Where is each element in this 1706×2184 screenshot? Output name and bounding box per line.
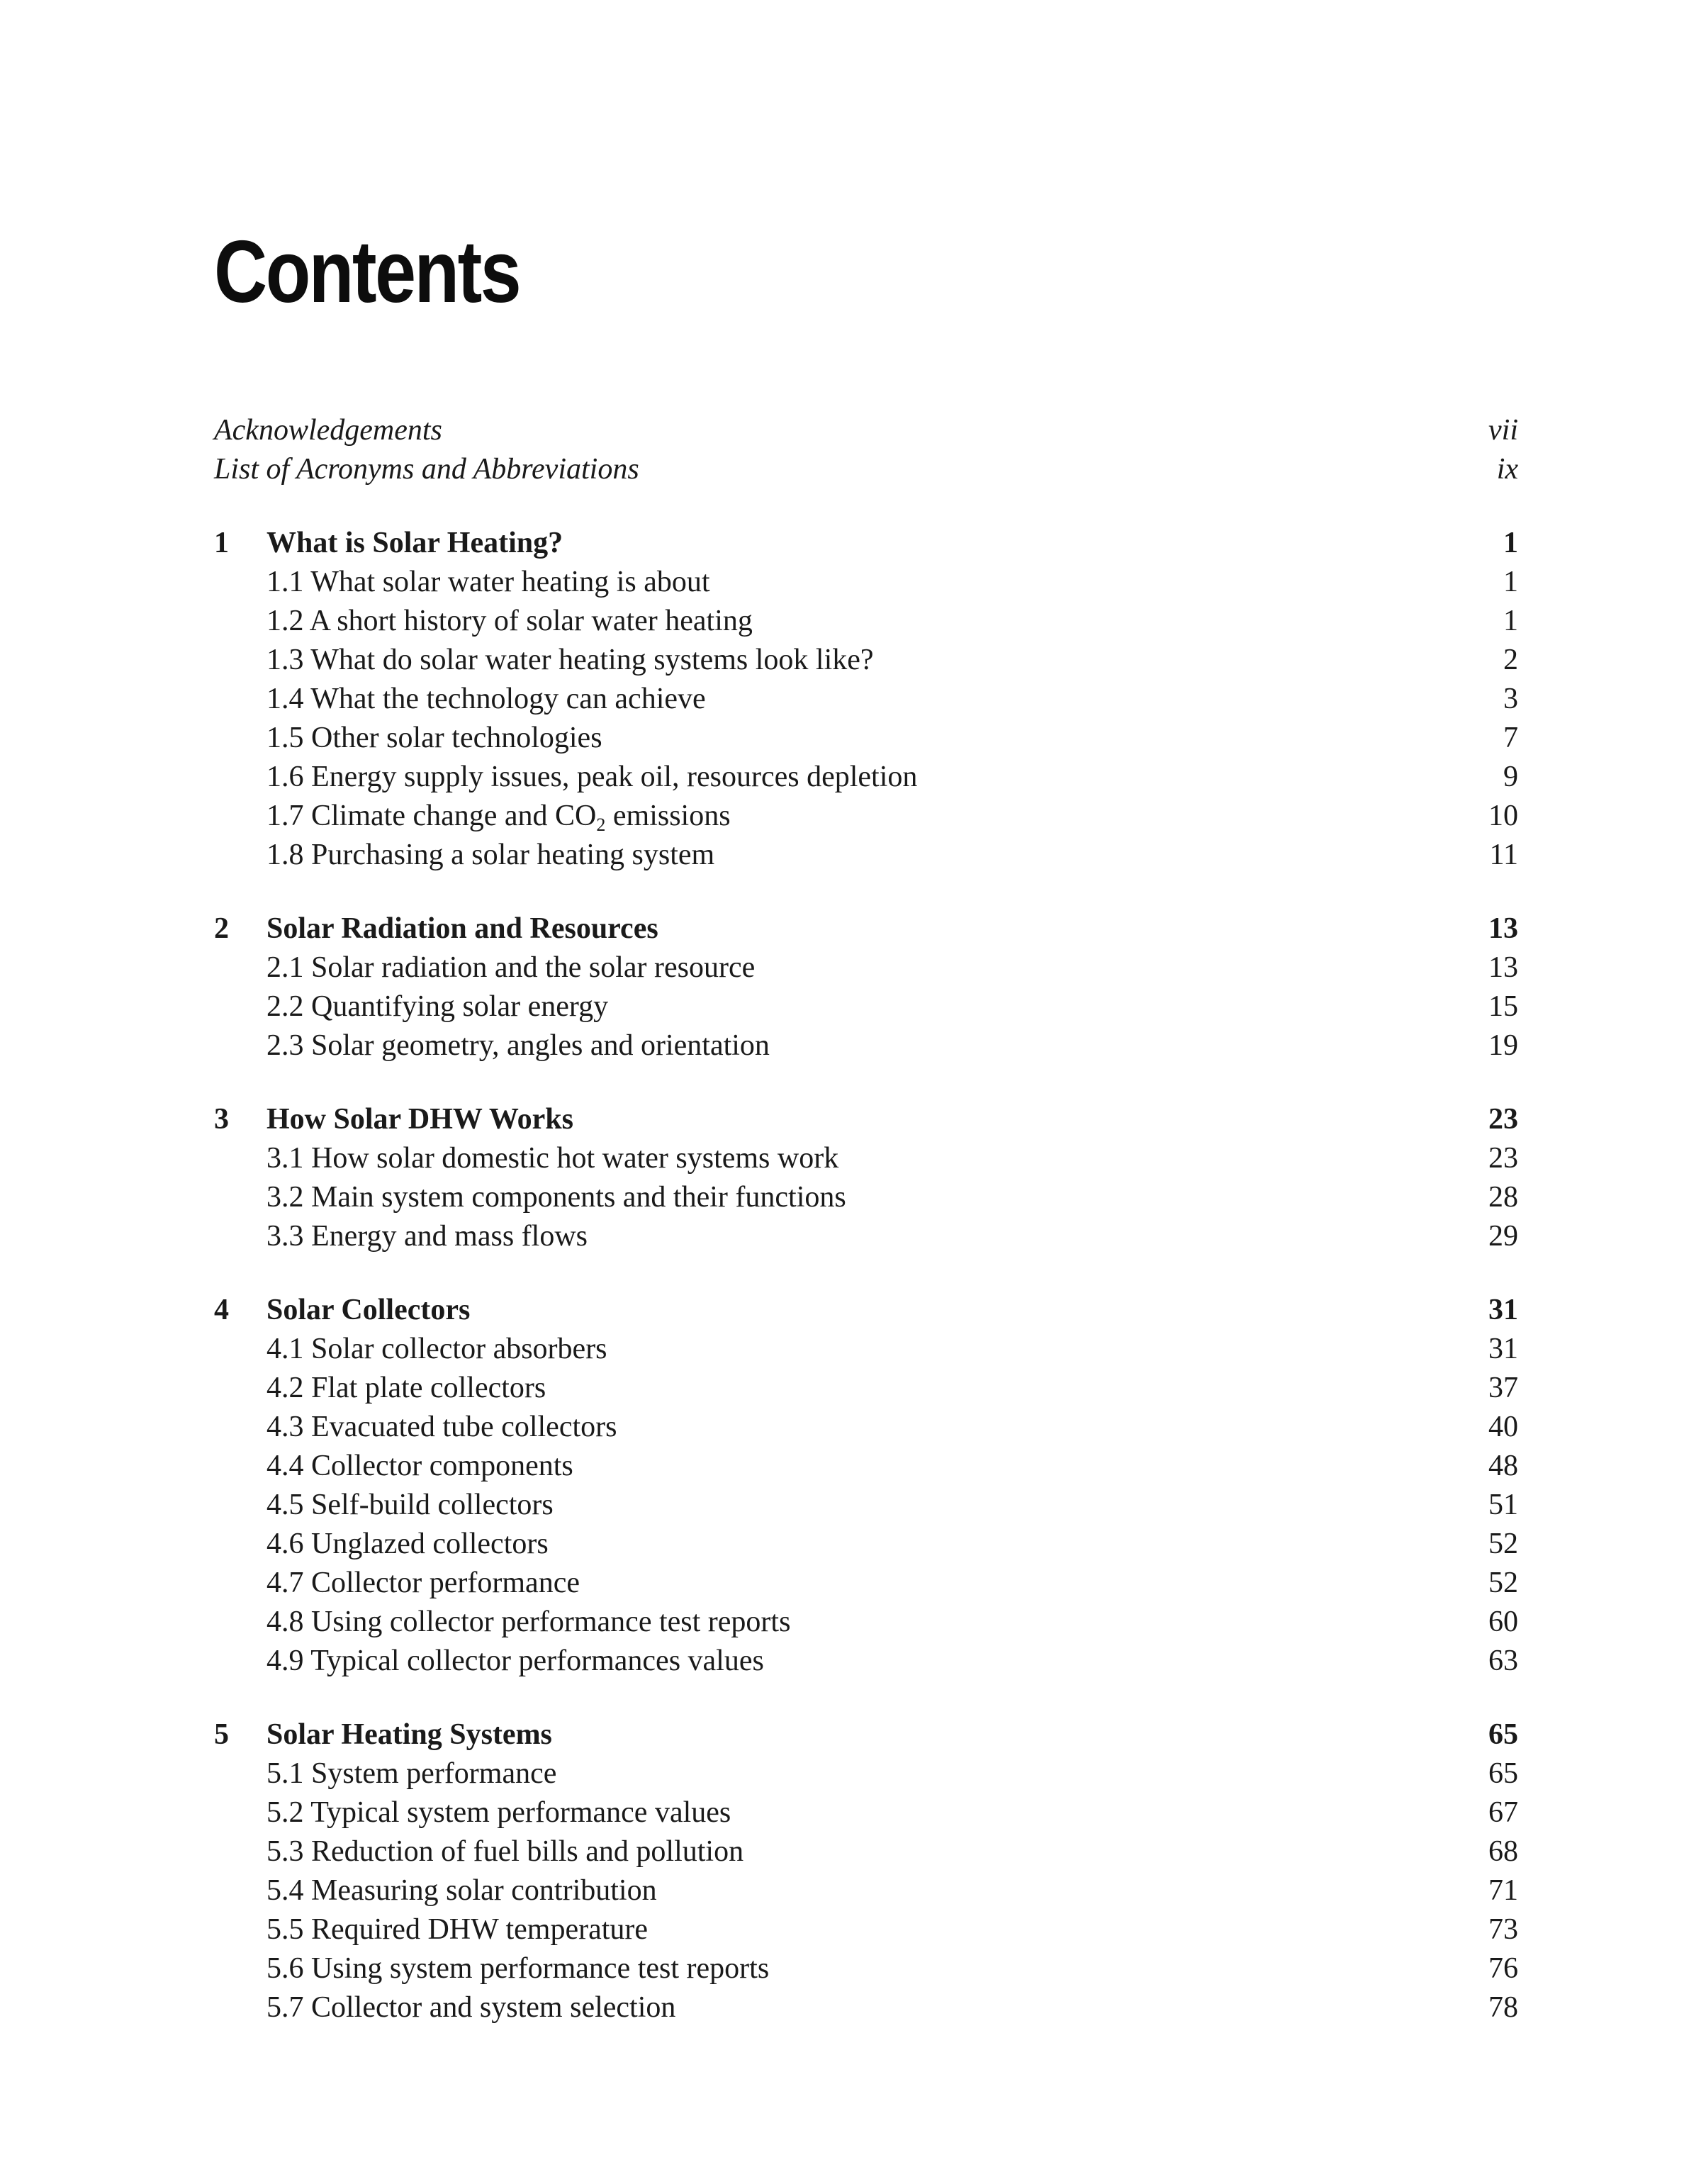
section-page: 1	[1503, 566, 1518, 598]
toc-section[interactable]	[214, 1832, 1518, 1871]
toc-section[interactable]	[214, 1793, 1518, 1832]
toc-chapter-2[interactable]	[214, 909, 1518, 948]
toc-section[interactable]	[214, 1871, 1518, 1910]
toc-section[interactable]	[214, 758, 1518, 797]
section-title: 4.6 Unglazed collectors	[266, 1528, 549, 1560]
section-page: 23	[1488, 1142, 1518, 1175]
section-page: 65	[1488, 1757, 1518, 1790]
section-page: 3	[1503, 683, 1518, 715]
co2-subscript: 2	[596, 814, 606, 835]
chapter-number: 2	[214, 912, 229, 945]
section-title: 4.3 Evacuated tube collectors	[266, 1411, 617, 1443]
section-title: 4.2 Flat plate collectors	[266, 1372, 546, 1404]
chapter-number: 3	[214, 1103, 229, 1136]
section-page: 29	[1488, 1220, 1518, 1253]
section-page: 19	[1488, 1029, 1518, 1062]
toc-section[interactable]	[214, 1603, 1518, 1642]
section-title: 5.3 Reduction of fuel bills and pollution	[266, 1835, 744, 1868]
section-title: 1.3 What do solar water heating systems look like?	[266, 644, 874, 676]
section-title: 4.7 Collector performance	[266, 1567, 580, 1599]
toc-section[interactable]	[214, 1447, 1518, 1486]
toc-front-item-page: vii	[1488, 414, 1518, 447]
section-page: 63	[1488, 1645, 1518, 1677]
toc-section[interactable]	[214, 680, 1518, 719]
section-page: 9	[1503, 761, 1518, 793]
section-title-part: 1.7 Climate change and CO	[266, 800, 597, 832]
toc-section[interactable]	[214, 1642, 1518, 1681]
section-page: 2	[1503, 644, 1518, 676]
chapter-title: How Solar DHW Works	[266, 1103, 573, 1136]
toc-section[interactable]	[214, 1408, 1518, 1447]
toc-chapter-4[interactable]	[214, 1291, 1518, 1330]
section-title: 5.4 Measuring solar contribution	[266, 1874, 657, 1907]
section-title-part: emissions	[605, 800, 731, 832]
section-page: 78	[1488, 1991, 1518, 2024]
section-page: 76	[1488, 1952, 1518, 1985]
chapter-page: 23	[1488, 1103, 1518, 1136]
toc-chapter-1[interactable]	[214, 524, 1518, 563]
chapter-page: 13	[1488, 912, 1518, 945]
toc-front-item-title: Acknowledgements	[214, 414, 442, 447]
toc-section[interactable]	[214, 1217, 1518, 1256]
section-page: 1	[1503, 605, 1518, 637]
section-page: 15	[1488, 990, 1518, 1023]
section-page: 52	[1488, 1528, 1518, 1560]
section-page: 73	[1488, 1913, 1518, 1946]
toc-section[interactable]	[214, 1330, 1518, 1369]
section-page: 67	[1488, 1796, 1518, 1829]
section-title: 2.2 Quantifying solar energy	[266, 990, 609, 1023]
toc-section[interactable]	[214, 1139, 1518, 1178]
toc-section[interactable]	[214, 836, 1518, 875]
toc-section[interactable]	[214, 1564, 1518, 1603]
chapter-number: 5	[214, 1718, 229, 1751]
toc-section[interactable]	[214, 1178, 1518, 1217]
section-title: 5.2 Typical system performance values	[266, 1796, 731, 1829]
toc-section[interactable]	[214, 987, 1518, 1026]
chapter-page: 1	[1503, 527, 1518, 559]
toc-front-item-acronyms[interactable]	[214, 450, 1518, 489]
toc-section[interactable]	[214, 1949, 1518, 1988]
section-title: 1.8 Purchasing a solar heating system	[266, 839, 715, 871]
section-title: 4.9 Typical collector performances values	[266, 1645, 764, 1677]
section-title: 2.1 Solar radiation and the solar resource	[266, 951, 756, 984]
section-title: 5.7 Collector and system selection	[266, 1991, 676, 2024]
section-title-co2	[266, 797, 731, 836]
toc-chapter-5[interactable]	[214, 1715, 1518, 1754]
toc-section[interactable]	[214, 563, 1518, 602]
section-page: 37	[1488, 1372, 1518, 1404]
section-title: 1.2 A short history of solar water heating	[266, 605, 753, 637]
section-title: 4.5 Self-build collectors	[266, 1489, 554, 1521]
toc-front-item-page: ix	[1496, 453, 1518, 486]
toc-section[interactable]	[214, 1026, 1518, 1065]
toc-section[interactable]	[214, 641, 1518, 680]
section-title: 1.4 What the technology can achieve	[266, 683, 706, 715]
chapter-title: Solar Radiation and Resources	[266, 912, 658, 945]
section-title: 1.5 Other solar technologies	[266, 722, 602, 754]
section-page: 71	[1488, 1874, 1518, 1907]
section-title: 5.5 Required DHW temperature	[266, 1913, 649, 1946]
section-page: 11	[1489, 839, 1518, 871]
toc-section[interactable]	[214, 1525, 1518, 1564]
section-page: 40	[1488, 1411, 1518, 1443]
toc-section[interactable]	[214, 1369, 1518, 1408]
toc-section[interactable]	[214, 1910, 1518, 1949]
section-title: 4.8 Using collector performance test reports	[266, 1606, 791, 1638]
chapter-number: 4	[214, 1294, 229, 1326]
toc-section[interactable]	[214, 948, 1518, 987]
section-page: 60	[1488, 1606, 1518, 1638]
toc-section[interactable]	[214, 1988, 1518, 2027]
toc-section[interactable]	[214, 1486, 1518, 1525]
toc-chapter-3[interactable]	[214, 1100, 1518, 1139]
section-page: 68	[1488, 1835, 1518, 1868]
section-title: 4.4 Collector components	[266, 1450, 573, 1482]
toc-section[interactable]	[214, 602, 1518, 641]
toc-section[interactable]	[214, 719, 1518, 758]
section-title: 1.1 What solar water heating is about	[266, 566, 710, 598]
page-title: Contents	[214, 223, 520, 321]
chapter-title: Solar Collectors	[266, 1294, 471, 1326]
section-page: 28	[1488, 1181, 1518, 1214]
section-page: 13	[1488, 951, 1518, 984]
toc-section[interactable]	[214, 797, 1518, 836]
section-title: 3.2 Main system components and their functions	[266, 1181, 846, 1214]
toc-front-item-acknowledgements[interactable]	[214, 411, 1518, 450]
toc-front-item-title: List of Acronyms and Abbreviations	[214, 453, 639, 486]
toc-section[interactable]	[214, 1754, 1518, 1793]
section-title: 4.1 Solar collector absorbers	[266, 1333, 607, 1365]
section-page: 51	[1488, 1489, 1518, 1521]
section-page: 7	[1503, 722, 1518, 754]
section-title: 5.1 System performance	[266, 1757, 557, 1790]
table-of-contents	[214, 411, 1518, 2027]
chapter-number: 1	[214, 527, 229, 559]
section-title: 5.6 Using system performance test reports	[266, 1952, 770, 1985]
chapter-page: 31	[1488, 1294, 1518, 1326]
section-page: 10	[1488, 800, 1518, 832]
section-title: 3.3 Energy and mass flows	[266, 1220, 588, 1253]
section-title: 1.6 Energy supply issues, peak oil, resources depletion	[266, 761, 918, 793]
section-title: 2.3 Solar geometry, angles and orientation	[266, 1029, 770, 1062]
chapter-page: 65	[1488, 1718, 1518, 1751]
section-title: 3.1 How solar domestic hot water systems work	[266, 1142, 839, 1175]
section-page: 48	[1488, 1450, 1518, 1482]
section-page: 52	[1488, 1567, 1518, 1599]
chapter-title: What is Solar Heating?	[266, 527, 563, 559]
chapter-title: Solar Heating Systems	[266, 1718, 552, 1751]
section-page: 31	[1488, 1333, 1518, 1365]
